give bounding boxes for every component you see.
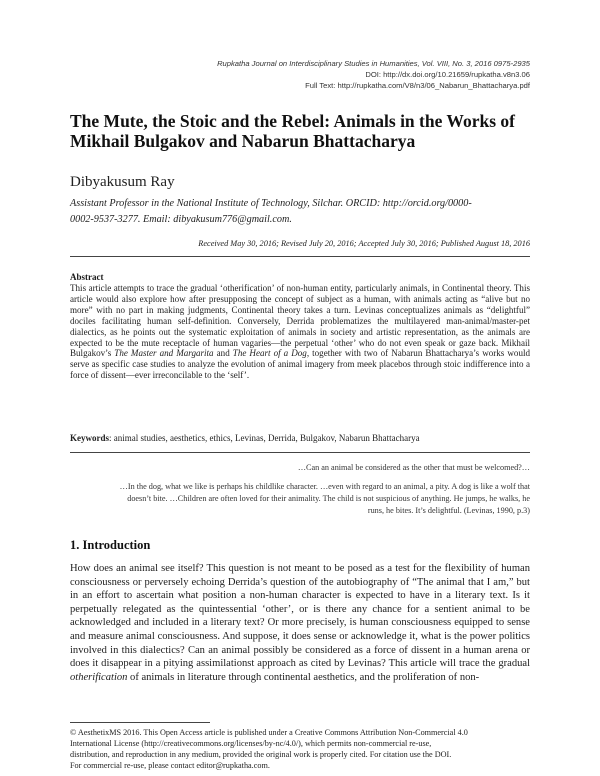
license-line-4: For commercial re-use, please contact editor@rupkatha.com.	[70, 761, 270, 770]
section-heading: 1. Introduction	[70, 538, 151, 552]
keywords-list: : animal studies, aesthetics, ethics, Levinas, Derrida, Bulgakov, Nabarun Bhattacharya	[109, 433, 420, 443]
doi-line[interactable]: DOI: http://dx.doi.org/10.21659/rupkatha.v8n3.06	[365, 70, 530, 79]
keywords-label: Keywords	[70, 433, 109, 443]
license-line-1: © AesthetixMS 2016. This Open Access article is published under a Creative Commons Attribution Non-Commercial 4.0	[70, 728, 468, 737]
affiliation-line-1: Assistant Professor in the National Institute of Technology, Silchar. ORCID: http://orcid.org/0000-	[70, 198, 472, 209]
author-name: Dibyakusum Ray	[70, 174, 175, 190]
title-line-1: The Mute, the Stoic and the Rebel: Animals in the Works of	[70, 111, 515, 131]
footnote-rule	[70, 722, 210, 723]
publication-dates: Received May 30, 2016; Revised July 20, 2016; Accepted July 30, 2016; Published August 18, 2016	[198, 239, 530, 248]
author-affiliation	[70, 196, 530, 228]
abstract-text: This article attempts to trace the gradual ‘otherification’ of non-human entity, particularly animals, in Continental theory. This article would also explore how after presupposing the concept of subject as a human, with animals acting as “alive but no more” with no part in making judgments, Continental theory takes a turn. Levinas conceptualizes animals as “delightful” dociles facilitating human self-definition. Conversely, Derrida problematizes the multilayered man-animal/master-pet dialectics, as he points out the systematic exploitation of animals in society and artistic representation, as the animals are expected to be the mute receptacle of human vagaries—the perpetual ‘other’ who do not even speak or gaze back. Mikhail Bulgakov’s The Master and Margarita and The Heart of a Dog, together with two of Nabarun Bhattacharya’s works would serve as specific case studies to analyze the evolution of animal imagery from meek placebos through stoic indifference into a force of dissent—ever irreconcilable to the ‘self’.	[70, 283, 531, 381]
divider	[70, 452, 530, 453]
epigraph-2: …In the dog, what we like is perhaps his childlike character. …even with regard to an animal, a pity. A dog is like a wolf that doesn’t bite. …Children are often loved for their animality. The child is not suspicious of anything. He jumps, he walks, he runs, he bites. It’s delightful. (Levinas, 1990, p.3)	[119, 482, 530, 516]
divider	[70, 256, 530, 257]
title-line-2: Mikhail Bulgakov and Nabarun Bhattacharya	[70, 131, 416, 151]
journal-name: Rupkatha Journal on Interdisciplinary Studies in Humanities, Vol. VIII, No. 3, 2016 0975-2935	[217, 59, 530, 68]
license-line-3: distribution, and reproduction in any medium, provided the original work is properly cited. For citation use the DOI.	[70, 750, 452, 759]
fulltext-line[interactable]: Full Text: http://rupkatha.com/V8/n3/06_Nabarun_Bhattacharya.pdf	[305, 81, 530, 90]
affiliation-line-2: 0002-9537-3277. Email: dibyakusum776@gmail.com.	[70, 214, 292, 225]
journal-header	[217, 58, 530, 91]
body-paragraph: How does an animal see itself? This question is not meant to be posed as a test for the flexibility of human consciousness or perversely echoing Derrida’s question of the autobiography of “The animal that I am,” but in an effort to ascertain what position a non-human character is expected to have in a literary text. Is it perpetually relegated as the quintessential ‘other’, or is there any chance for a sentient animal to be acknowledged and included in a literary text? Or more precisely, is human consciousness equipped to sense and measure animal consciousness. And suppose, it does sense or acknowledge it, what is the power politics involved in this dialectics? Can an animal possibly be considered as a force of dissent in a human arena or does it disappear in a pitying assimilationst approach as cited by Levinas? This article will trace the gradual otherification of animals in literature through continental aesthetics, and the proliferation of non-	[70, 563, 530, 683]
license-footer	[70, 727, 540, 771]
keywords	[70, 433, 530, 443]
epigraph-1: …Can an animal be considered as the other that must be welcomed?…	[297, 463, 530, 472]
license-line-2: International License (http://creativecommons.org/licenses/by-nc/4.0/), which permits non-commercial re-use,	[70, 739, 432, 748]
abstract-heading: Abstract	[70, 272, 104, 282]
article-title	[70, 111, 540, 151]
